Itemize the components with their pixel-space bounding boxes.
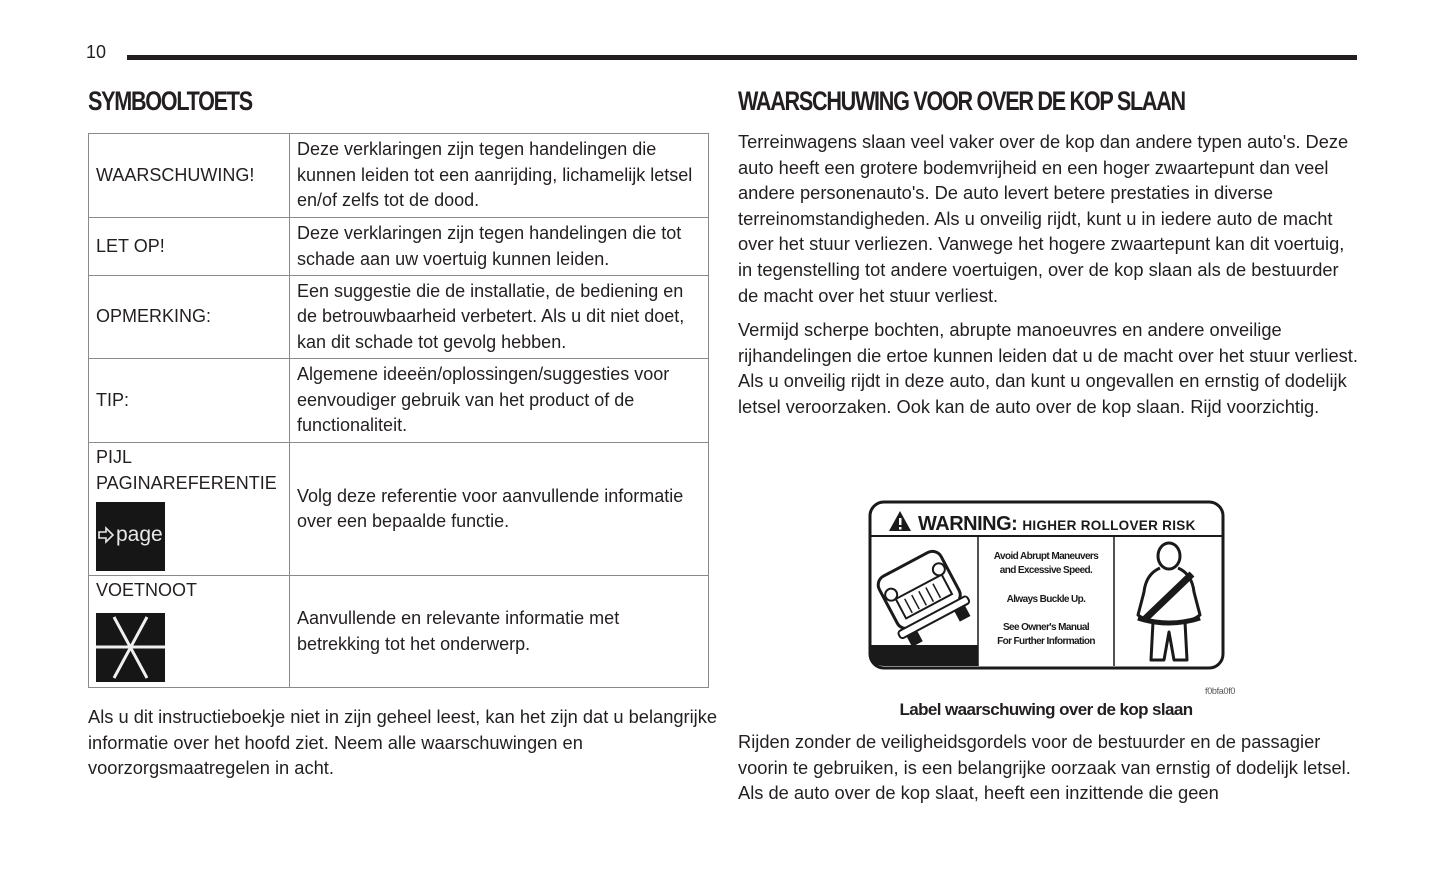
seatbelt-paragraph: Rijden zonder de veiligheidsgordels voor de bestuurder en de passagier voorin te gebruiken, is een belangrijke oorzaak van ernstig of dodelijk letsel. Als de auto over de kop slaat, heeft een inzittende die geen [738, 731, 1351, 804]
label-line: Avoid Abrupt Maneuvers [993, 551, 1099, 562]
label-line: See Owner's Manual [1002, 622, 1090, 633]
description-cell: Deze verklaringen zijn tegen handelingen die kunnen leiden tot een aanrijding, lichamelijk letsel en/of zelfs tot de dood. [290, 134, 709, 218]
term-line: PIJL [96, 447, 133, 467]
rollover-warning-label-figure [868, 500, 1225, 670]
reading-advice-paragraph: Als u dit instructieboekje niet in zijn geheel leest, kan het zijn dat u belangrijke informatie over het hoofd ziet. Neem alle waarschuwingen en voorzorgsmaatregelen in acht. [88, 706, 718, 779]
label-line: and Excessive Speed. [999, 565, 1093, 576]
term-line: PAGINAREFERENTIE [96, 472, 277, 493]
page-arrow-icon [96, 502, 165, 571]
label-warning-word: WARNING: [918, 513, 1018, 535]
page-icon-text: page [116, 523, 163, 546]
page-number: 10 [86, 42, 107, 62]
table-row [89, 276, 709, 359]
symbol-key-table [88, 133, 709, 688]
figure-code: f0bfa0f0 [1205, 686, 1236, 696]
rollover-paragraph-2: Vermijd scherpe bochten, abrupte manoeuvres en andere onveilige rijhandelingen die ertoe kunnen leiden dat u de macht over het stuur verliest. Als u onveilig rijdt in deze auto, dan kunt u ongevallen en ernstig of dodelijk letsel veroorzaken. Ook kan de auto over de kop slaan. Rijd voorzichtig. [738, 319, 1358, 417]
term-line: VOETNOOT [96, 580, 198, 600]
description-cell: Aanvullende en relevante informatie met betrekking tot het onderwerp. [290, 576, 709, 688]
asterisk-footnote-icon [96, 613, 165, 682]
asterisk-glyph [96, 613, 165, 682]
term-cell: LET OP! [89, 218, 290, 276]
term-cell [89, 443, 290, 576]
term-cell: WAARSCHUWING! [89, 134, 290, 218]
table-row [89, 576, 709, 688]
figure-caption: Label waarschuwing over de kop slaan [899, 700, 1193, 719]
table-row [89, 218, 709, 276]
label-warning-sub: HIGHER ROLLOVER RISK [1022, 518, 1196, 533]
term-cell: TIP: [89, 359, 290, 443]
section-title-symbol-key: SYMBOOLTOETS [88, 86, 252, 116]
label-line: For Further Information [997, 636, 1095, 647]
rollover-paragraph-1: Terreinwagens slaan veel vaker over de kop dan andere typen auto's. Deze auto heeft een grotere bodemvrijheid en een hoger zwaartepunt dan veel andere personenauto's. De auto levert betere prestaties in diverse terreinomstandigheden. Als u onveilig rijdt, kunt u in iedere auto de macht over het stuur verliezen. Vanwege het hogere zwaartepunt kan dit voertuig, in tegenstelling tot andere voertuigen, over de kop slaan als de bestuurder de macht over het stuur verliest. [738, 131, 1349, 306]
term-cell [89, 576, 290, 688]
table-row [89, 134, 709, 218]
table-row [89, 359, 709, 443]
section-title-rollover-warning: WAARSCHUWING VOOR OVER DE KOP SLAAN [738, 86, 1185, 116]
rollover-label-graphic [868, 500, 1225, 670]
description-cell: Algemene ideeën/oplossingen/suggesties voor eenvoudiger gebruik van het product of de functionaliteit. [290, 359, 709, 443]
table-row [89, 443, 709, 576]
description-cell: Volg deze referentie voor aanvullende informatie over een bepaalde functie. [290, 443, 709, 576]
label-line: Always Buckle Up. [1006, 594, 1086, 605]
description-cell: Deze verklaringen zijn tegen handelingen die tot schade aan uw voertuig kunnen leiden. [290, 218, 709, 276]
description-cell: Een suggestie die de installatie, de bediening en de betrouwbaarheid verbetert. Als u dit niet doet, kan dit schade tot gevolg hebben. [290, 276, 709, 359]
header-rule [127, 55, 1357, 60]
term-cell: OPMERKING: [89, 276, 290, 359]
